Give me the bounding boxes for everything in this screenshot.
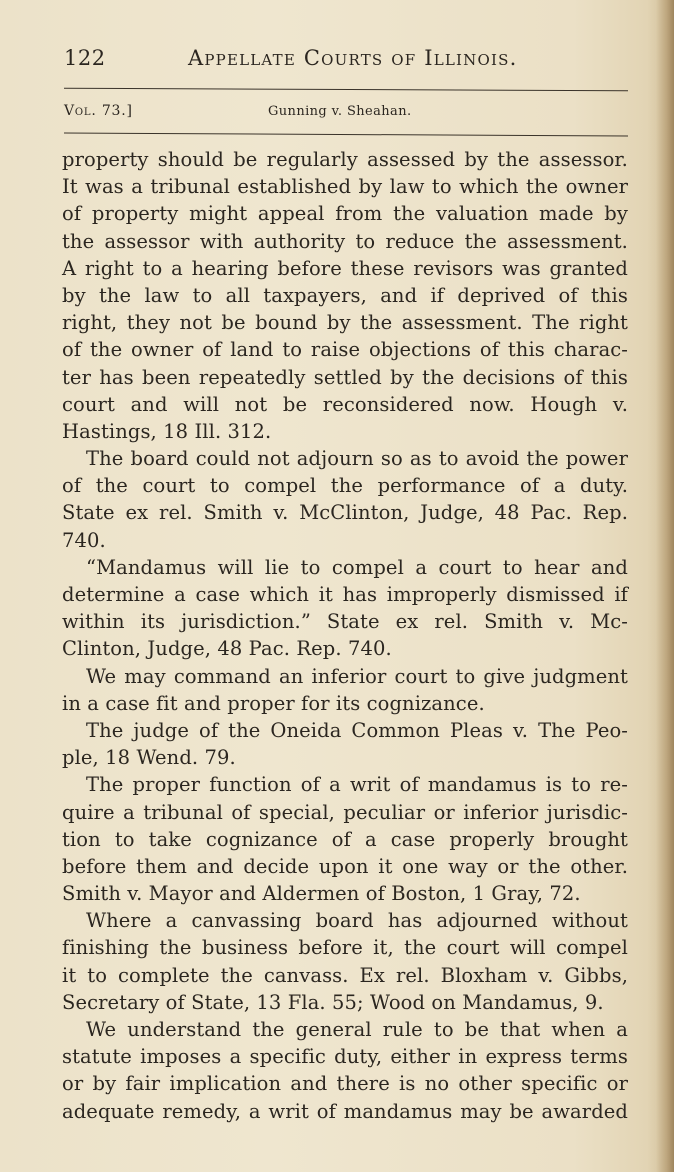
volume-label: Vol. 73.] xyxy=(64,103,133,119)
text-line: by the law to all taxpayers, and if deprived of this xyxy=(62,283,628,307)
text-line: Clinton, Judge, 48 Pac. Rep. 740. xyxy=(62,637,392,661)
text-line: State ex rel. Smith v. McClinton, Judge, 48 Pac. Rep. xyxy=(62,501,628,525)
text-line: finishing the business before it, the court will compel xyxy=(62,936,628,960)
text-line: determine a case which it has improperly dismissed if xyxy=(62,583,628,606)
text-line: Secretary of State, 13 Fla. 55; Wood on Mandamus, 9. xyxy=(62,990,604,1014)
text-line: We may command an inferior court to give judgment xyxy=(86,664,628,688)
text-line: “Mandamus will lie to compel a court to hear and xyxy=(86,555,628,579)
text-line: the assessor with authority to reduce the assessment. xyxy=(62,229,628,253)
text-line: We understand the general rule to be that when a xyxy=(86,1018,628,1041)
case-name: Gunning v. Sheahan. xyxy=(268,104,412,119)
text-line: in a case fit and proper for its cognizance. xyxy=(62,691,485,715)
header-rule-bottom xyxy=(64,133,628,137)
text-line: The judge of the Oneida Common Pleas v. The Peo- xyxy=(86,718,628,742)
text-line: within its jurisdiction.” State ex rel. Smith v. Mc- xyxy=(62,610,628,634)
body-text xyxy=(62,146,628,1125)
subheader xyxy=(64,103,624,125)
page-number: 122 xyxy=(64,46,106,70)
text-line: of the owner of land to raise objections of this charac- xyxy=(62,338,628,362)
text-line: adequate remedy, a writ of mandamus may be awarded xyxy=(62,1099,628,1123)
page-edge-shadow xyxy=(656,0,674,1172)
text-line: tion to take cognizance of a case properly brought xyxy=(62,827,628,851)
text-line: of the court to compel the performance of a duty. xyxy=(62,474,628,498)
text-line: of property might appeal from the valuation made by xyxy=(62,202,628,226)
text-line: statute imposes a specific duty, either in express terms xyxy=(62,1045,628,1069)
text-line: ter has been repeatedly settled by the decisions of this xyxy=(62,365,628,389)
text-line: 740. xyxy=(62,528,106,552)
text-line: property should be regularly assessed by the assessor. xyxy=(62,148,628,171)
header-rule-top xyxy=(64,88,628,91)
text-line: court and will not be reconsidered now. Hough v. xyxy=(62,392,628,416)
running-title: Appellate Courts of Illinois. xyxy=(188,46,518,70)
text-line: A right to a hearing before these revisors was granted xyxy=(62,256,628,280)
text-line: Smith v. Mayor and Aldermen of Boston, 1 Gray, 72. xyxy=(62,882,581,906)
text-line: or by fair implication and there is no other specific or xyxy=(62,1072,628,1096)
text-line: The board could not adjourn so as to avoid the power xyxy=(86,447,628,471)
running-head xyxy=(64,46,624,76)
text-line: before them and decide upon it one way or the other. xyxy=(62,854,628,878)
text-line: Where a canvassing board has adjourned without xyxy=(86,909,628,933)
text-line: It was a tribunal established by law to which the owner xyxy=(62,175,628,199)
text-line: right, they not be bound by the assessment. The right xyxy=(62,311,628,335)
text-line: it to complete the canvass. Ex rel. Bloxham v. Gibbs, xyxy=(62,963,628,987)
text-line: The proper function of a writ of mandamus is to re- xyxy=(86,773,628,797)
text-line: Hastings, 18 Ill. 312. xyxy=(62,419,272,443)
text-line: ple, 18 Wend. 79. xyxy=(62,746,236,770)
text-line: quire a tribunal of special, peculiar or inferior jurisdic- xyxy=(62,800,628,824)
